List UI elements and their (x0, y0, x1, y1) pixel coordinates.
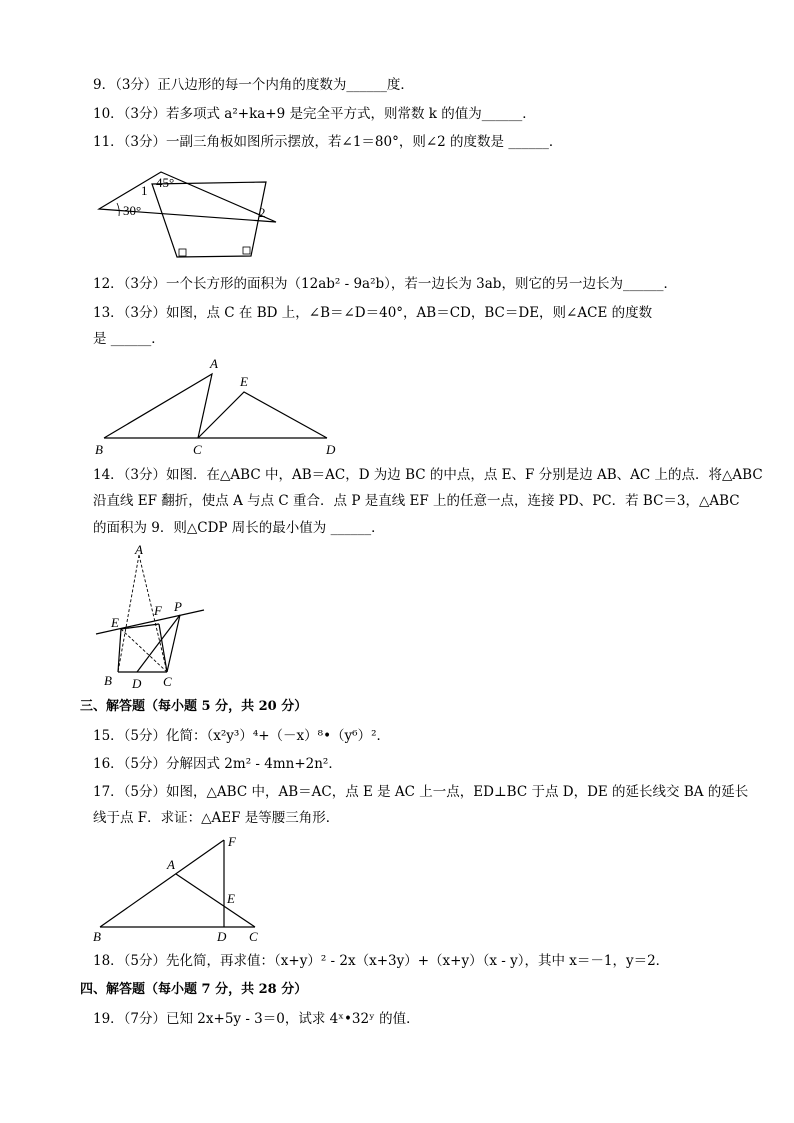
fig14-F: F (154, 603, 162, 618)
fig14-P: P (174, 599, 182, 614)
fig14-B: B (104, 673, 112, 688)
fig17-E: E (227, 891, 235, 906)
fig17-B: B (93, 929, 101, 944)
question-15: 15．（5分）化简：（x²y³）⁴+（－x）⁸•（y⁶）²． (93, 728, 390, 744)
question-16: 16．（5分）分解因式 2m² - 4mn+2n²． (93, 756, 342, 772)
fig17-D: D (217, 929, 227, 944)
question-17-line2: 线于点 F．求证：△AEF 是等腰三角形． (93, 810, 340, 826)
question-12: 12．（3分）一个长方形的面积为（12ab² - 9a²b），若一边长为 3ab，则它的另一边长为______． (93, 276, 677, 292)
question-14-line1: 14．（3分）如图．在△ABC 中，AB＝AC，D 为边 BC 的中点，点 E、F 分别是边 AB、AC 上的点．将△ABC (93, 467, 763, 483)
fig14-C: C (163, 674, 172, 689)
question-9: 9．（3分）正八边形的每一个内角的度数为______度． (93, 77, 414, 93)
section-3-heading: 三、解答题（每小题 5 分，共 20 分） (80, 699, 308, 714)
figure-13-triangles (92, 355, 352, 460)
fig17-F: F (228, 834, 236, 849)
figure-11-triangles (95, 160, 285, 260)
question-13-line1: 13．（3分）如图，点 C 在 BD 上，∠B＝∠D＝40°，AB＝CD，BC＝DE，则∠ACE 的度数 (93, 305, 653, 321)
fig13-D: D (326, 442, 336, 457)
question-11: 11．（3分）一副三角板如图所示摆放，若∠1＝80°，则∠2 的度数是 ______． (93, 134, 563, 150)
fig14-D: D (132, 676, 142, 691)
fig14-E: E (111, 615, 119, 630)
fig11-label1: 1 (141, 183, 148, 198)
fig11-label2: 2 (259, 205, 266, 220)
fig14-A: A (135, 542, 143, 557)
fig13-E: E (240, 374, 248, 389)
fig13-A: A (210, 356, 218, 371)
question-14-line3: 的面积为 9．则△CDP 周长的最小值为 ______． (93, 520, 385, 536)
figure-14-triangle-fold (92, 542, 212, 692)
fig17-C: C (249, 929, 258, 944)
question-17-line1: 17．（5分）如图，△ABC 中，AB＝AC，点 E 是 AC 上一点，ED⊥BC 于点 D，DE 的延长线交 BA 的延长 (93, 784, 749, 800)
question-19: 19．（7分）已知 2x+5y - 3＝0，试求 4ˣ•32ʸ 的值． (93, 1011, 420, 1027)
fig17-A: A (167, 857, 175, 872)
fig11-angle30: 30° (123, 203, 142, 218)
figure-17-isosceles (90, 832, 270, 947)
fig13-B: B (95, 442, 103, 457)
question-10: 10．（3分）若多项式 a²+ka+9 是完全平方式，则常数 k 的值为______． (93, 106, 536, 122)
fig11-angle45: 45° (156, 175, 175, 190)
question-18: 18．（5分）先化简，再求值：（x+y）² - 2x（x+3y）+（x+y）（x - y），其中 x＝－1，y＝2． (93, 953, 670, 969)
fig13-C: C (193, 442, 202, 457)
question-14-line2: 沿直线 EF 翻折，使点 A 与点 C 重合．点 P 是直线 EF 上的任意一点，连接 PD、PC．若 BC＝3，△ABC (93, 493, 740, 509)
section-4-heading: 四、解答题（每小题 7 分，共 28 分） (80, 982, 308, 997)
question-13-line2: 是 ______． (93, 331, 165, 347)
